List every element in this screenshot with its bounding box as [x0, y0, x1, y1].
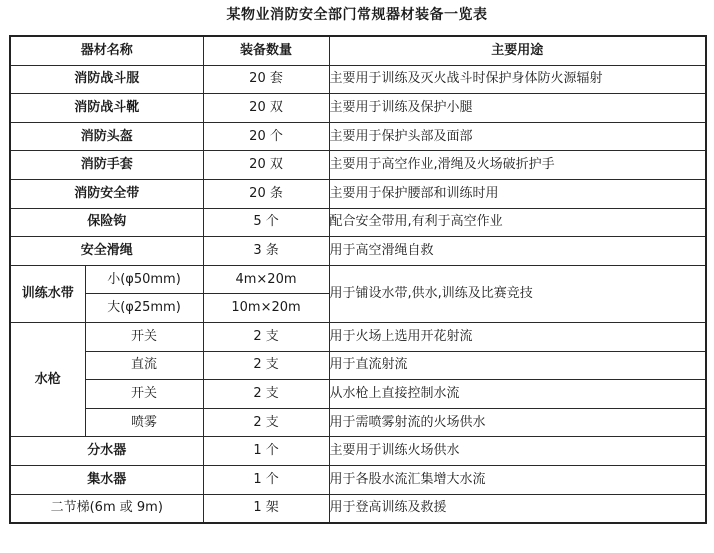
equipment-name: 消防安全带	[10, 179, 203, 208]
table-row	[10, 237, 706, 266]
equipment-subname: 大(φ25mm)	[85, 294, 203, 323]
table-row	[10, 179, 706, 208]
equipment-name: 消防战斗靴	[10, 94, 203, 123]
table-row	[10, 351, 706, 380]
group-name-nozzle: 水枪	[10, 322, 85, 436]
equipment-use: 用于高空滑绳自救	[329, 237, 706, 266]
equipment-use: 主要用于保护腰部和训练时用	[329, 179, 706, 208]
table-row	[10, 208, 706, 237]
equipment-use: 主要用于训练及灭火战斗时保护身体防火源辐射	[329, 65, 706, 94]
equipment-use: 用于铺设水带,供水,训练及比赛竞技	[329, 265, 706, 322]
equipment-qty: 2 支	[203, 380, 329, 409]
table-row	[10, 94, 706, 123]
equipment-name: 分水器	[10, 437, 203, 466]
equipment-qty: 20 套	[203, 65, 329, 94]
equipment-use: 用于各股水流汇集增大水流	[329, 465, 706, 494]
equipment-qty: 20 双	[203, 94, 329, 123]
table-row	[10, 265, 706, 294]
equipment-name: 集水器	[10, 465, 203, 494]
equipment-qty: 1 架	[203, 494, 329, 523]
equipment-qty: 2 支	[203, 351, 329, 380]
table-row	[10, 151, 706, 180]
equipment-qty: 1 个	[203, 437, 329, 466]
equipment-use: 从水枪上直接控制水流	[329, 380, 706, 409]
equipment-use: 主要用于高空作业,滑绳及火场破折护手	[329, 151, 706, 180]
equipment-use: 主要用于训练火场供水	[329, 437, 706, 466]
equipment-name: 保险钩	[10, 208, 203, 237]
equipment-qty: 10m×20m	[203, 294, 329, 323]
equipment-qty: 2 支	[203, 322, 329, 351]
table-row	[10, 380, 706, 409]
equipment-qty: 1 个	[203, 465, 329, 494]
table-header-row	[10, 36, 706, 65]
page-title: 某物业消防安全部门常规器材装备一览表	[226, 7, 488, 23]
table-row	[10, 408, 706, 437]
equipment-use: 用于登高训练及救援	[329, 494, 706, 523]
equipment-qty: 3 条	[203, 237, 329, 266]
equipment-subname: 开关	[85, 322, 203, 351]
equipment-use: 主要用于训练及保护小腿	[329, 94, 706, 123]
equipment-use: 用于直流射流	[329, 351, 706, 380]
equipment-use: 用于需喷雾射流的火场供水	[329, 408, 706, 437]
table-row	[10, 322, 706, 351]
equipment-qty: 5 个	[203, 208, 329, 237]
table-row	[10, 494, 706, 523]
equipment-use: 主要用于保护头部及面部	[329, 122, 706, 151]
equipment-qty: 2 支	[203, 408, 329, 437]
equipment-name: 二节梯(6m 或 9m)	[10, 494, 203, 523]
equipment-subname: 喷雾	[85, 408, 203, 437]
table-row	[10, 465, 706, 494]
group-name-hose: 训练水带	[10, 265, 85, 322]
equipment-use: 配合安全带用,有利于高空作业	[329, 208, 706, 237]
equipment-name: 消防头盔	[10, 122, 203, 151]
table-row	[10, 122, 706, 151]
header-name: 器材名称	[10, 36, 203, 65]
header-qty: 装备数量	[203, 36, 329, 65]
equipment-qty: 20 条	[203, 179, 329, 208]
equipment-table	[9, 35, 707, 524]
equipment-name: 消防手套	[10, 151, 203, 180]
table-row	[10, 65, 706, 94]
equipment-use: 用于火场上选用开花射流	[329, 322, 706, 351]
table-row	[10, 437, 706, 466]
equipment-subname: 开关	[85, 380, 203, 409]
equipment-name: 消防战斗服	[10, 65, 203, 94]
header-use: 主要用途	[329, 36, 706, 65]
equipment-qty: 20 双	[203, 151, 329, 180]
equipment-qty: 4m×20m	[203, 265, 329, 294]
equipment-subname: 小(φ50mm)	[85, 265, 203, 294]
equipment-name: 安全滑绳	[10, 237, 203, 266]
equipment-subname: 直流	[85, 351, 203, 380]
equipment-qty: 20 个	[203, 122, 329, 151]
